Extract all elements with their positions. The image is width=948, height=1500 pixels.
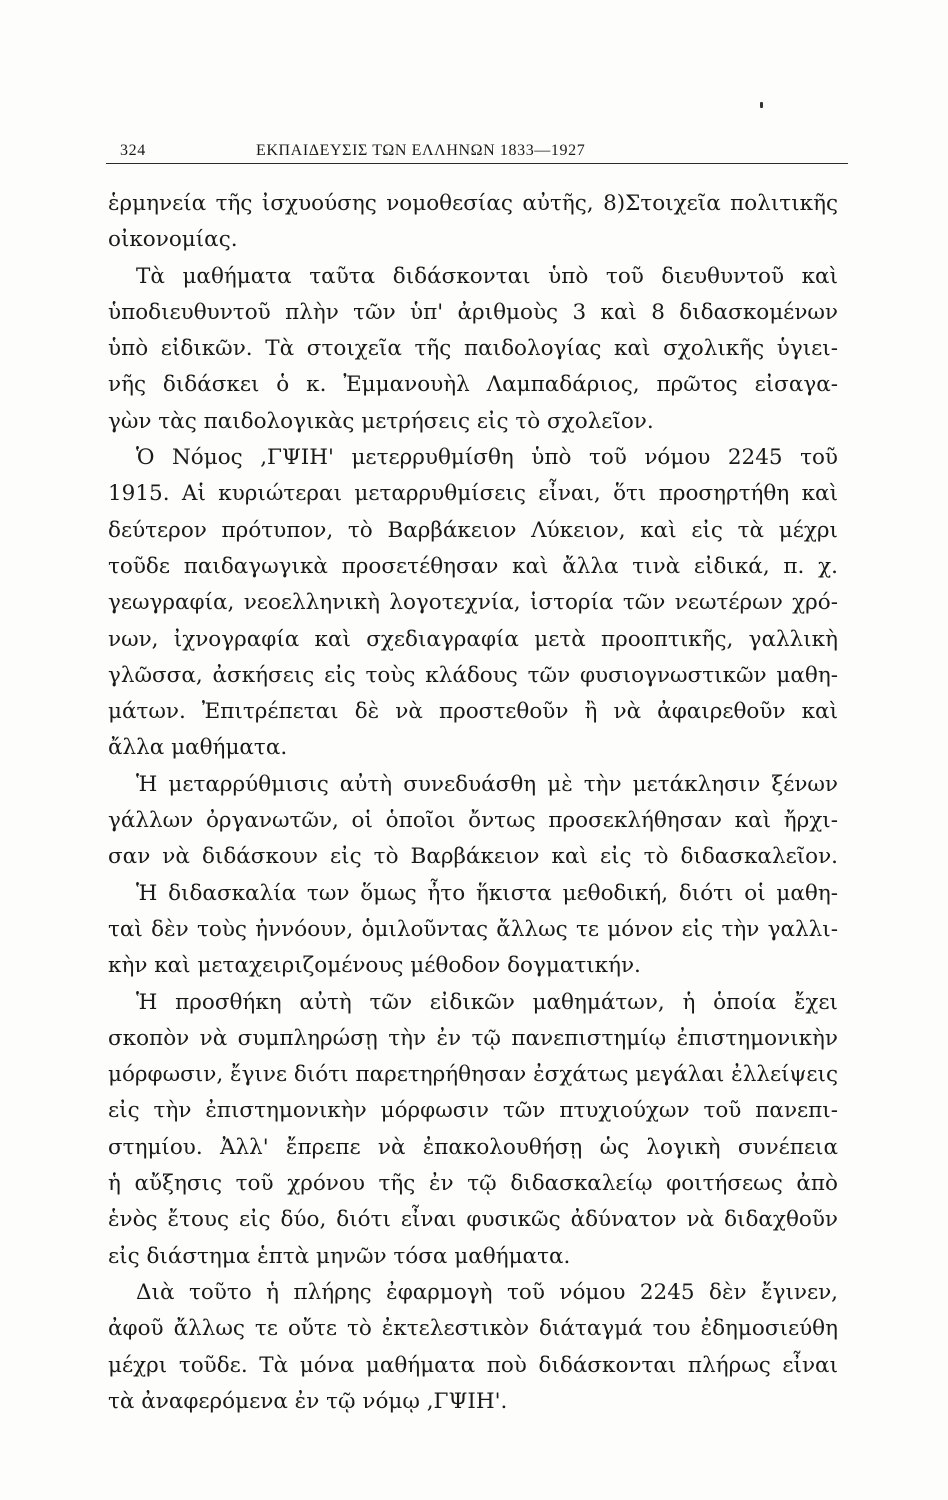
text-line: σκοπὸν νὰ συμπληρώσῃ τὴν ἐν τῷ πανεπιστημίῳ ἐπιστημονικὴν — [108, 1025, 838, 1051]
text-line: ἡ αὔξησις τοῦ χρόνου τῆς ἐν τῷ διδασκαλείῳ φοιτήσεως ἀπὸ — [108, 1171, 838, 1197]
text-line: μάτων. Ἐπιτρέπεται δὲ νὰ προστεθοῦν ἢ νὰ ἀφαιρεθοῦν καὶ — [108, 699, 838, 725]
print-speck — [760, 102, 763, 108]
text-line: ἀφοῦ ἄλλως τε οὔτε τὸ ἐκτελεστικὸν διάταγμά του ἐδημοσιεύθη — [108, 1316, 838, 1342]
text-line: μόρφωσιν, ἔγινε διότι παρετηρήθησαν ἐσχάτως μεγάλαι ἐλλείψεις — [108, 1062, 838, 1088]
text-line: σαν νὰ διδάσκουν εἰς τὸ Βαρβάκειον καὶ εἰς τὸ διδασκαλεῖον. — [108, 844, 838, 870]
text-line: γὼν τὰς παιδολογικὰς μετρήσεις εἰς τὸ σχολεῖον. — [108, 408, 654, 434]
text-line: μέχρι τοῦδε. Τὰ μόνα μαθήματα ποὺ διδάσκονται πλήρως εἶναι — [108, 1352, 838, 1378]
text-line: γλῶσσα, ἀσκήσεις εἰς τοὺς κλάδους τῶν φυσιογνωστικῶν μαθη- — [108, 662, 838, 688]
text-line: γεωγραφία, νεοελληνικὴ λογοτεχνία, ἱστορία τῶν νεωτέρων χρό- — [108, 590, 838, 616]
text-line: Ἡ προσθήκη αὐτὴ τῶν εἰδικῶν μαθημάτων, ἡ ὁποία ἔχει — [136, 989, 838, 1015]
header-rule — [106, 163, 848, 164]
text-line: νων, ἰχνογραφία καὶ σχεδιαγραφία μετὰ προοπτικῆς, γαλλικὴ — [108, 626, 838, 652]
text-line: ἄλλα μαθήματα. — [108, 735, 288, 761]
text-line: Διὰ τοῦτο ἡ πλήρης ἐφαρμογὴ τοῦ νόμου 2245 δὲν ἔγινεν, — [136, 1279, 838, 1305]
text-line: 1915. Αἱ κυριώτεραι μεταρρυθμίσεις εἶναι, ὅτι προσηρτήθη καὶ — [108, 481, 838, 507]
page-number: 324 — [120, 142, 146, 159]
text-line: ἑρμηνεία τῆς ἰσχυούσης νομοθεσίας αὐτῆς, 8)Στοιχεῖα πολιτικῆς — [108, 191, 838, 216]
running-title: ΕΚΠΑΙΔΕΥΣΙΣ ΤΩΝ ΕΛΛΗΝΩΝ 1833—1927 — [256, 142, 586, 159]
text-line: κὴν καὶ μεταχειριζομένους μέθοδον δογματικήν. — [108, 953, 641, 979]
text-line: ὑπὸ εἰδικῶν. Τὰ στοιχεῖα τῆς παιδολογίας καὶ σχολικῆς ὑγιει- — [108, 336, 838, 362]
text-line: τὰ ἀναφερόμενα ἐν τῷ νόμῳ ,ΓΨΙΗ'. — [108, 1388, 508, 1414]
text-line: Ἡ μεταρρύθμισις αὐτὴ συνεδυάσθη μὲ τὴν μετάκλησιν ξένων — [136, 771, 838, 797]
text-line: εἰς διάστημα ἑπτὰ μηνῶν τόσα μαθήματα. — [108, 1243, 571, 1269]
text-line: στημίου. Ἀλλ' ἔπρεπε νὰ ἐπακολουθήσῃ ὡς λογικὴ συνέπεια — [108, 1134, 838, 1160]
text-line: νῆς διδάσκει ὁ κ. Ἐμμανουὴλ Λαμπαδάριος, πρῶτος εἰσαγα- — [108, 372, 838, 398]
text-line: ταὶ δὲν τοὺς ἠννόουν, ὁμιλοῦντας ἄλλως τε μόνον εἰς τὴν γαλλι- — [108, 916, 838, 942]
text-line: Ὁ Νόμος ,ΓΨΙΗ' μετερρυθμίσθη ὑπὸ τοῦ νόμου 2245 τοῦ — [136, 445, 838, 471]
body-text — [108, 186, 838, 1420]
text-line: δεύτερον πρότυπον, τὸ Βαρβάκειον Λύκειον, καὶ εἰς τὰ μέχρι — [108, 517, 838, 543]
text-line: ὑποδιευθυντοῦ πλὴν τῶν ὑπ' ἀριθμοὺς 3 καὶ 8 διδασκομένων — [108, 299, 838, 325]
text-line: οἰκονομίας. — [108, 227, 238, 253]
text-line: τοῦδε παιδαγωγικὰ προσετέθησαν καὶ ἄλλα τινὰ εἰδικά, π. χ. — [108, 553, 838, 579]
text-line: εἰς τὴν ἐπιστημονικὴν μόρφωσιν τῶν πτυχιούχων τοῦ πανεπι- — [108, 1098, 838, 1124]
text-line: γάλλων ὀργανωτῶν, οἱ ὁποῖοι ὄντως προσεκλήθησαν καὶ ἤρχι- — [108, 808, 838, 834]
text-line: Τὰ μαθήματα ταῦτα διδάσκονται ὑπὸ τοῦ διευθυντοῦ καὶ — [136, 263, 838, 289]
running-head — [106, 142, 844, 164]
text-line: ἑνὸς ἔτους εἰς δύο, διότι εἶναι φυσικῶς ἀδύνατον νὰ διδαχθοῦν — [108, 1207, 838, 1233]
text-line: Ἡ διδασκαλία των ὅμως ἦτο ἥκιστα μεθοδική, διότι οἱ μαθη- — [136, 880, 838, 906]
